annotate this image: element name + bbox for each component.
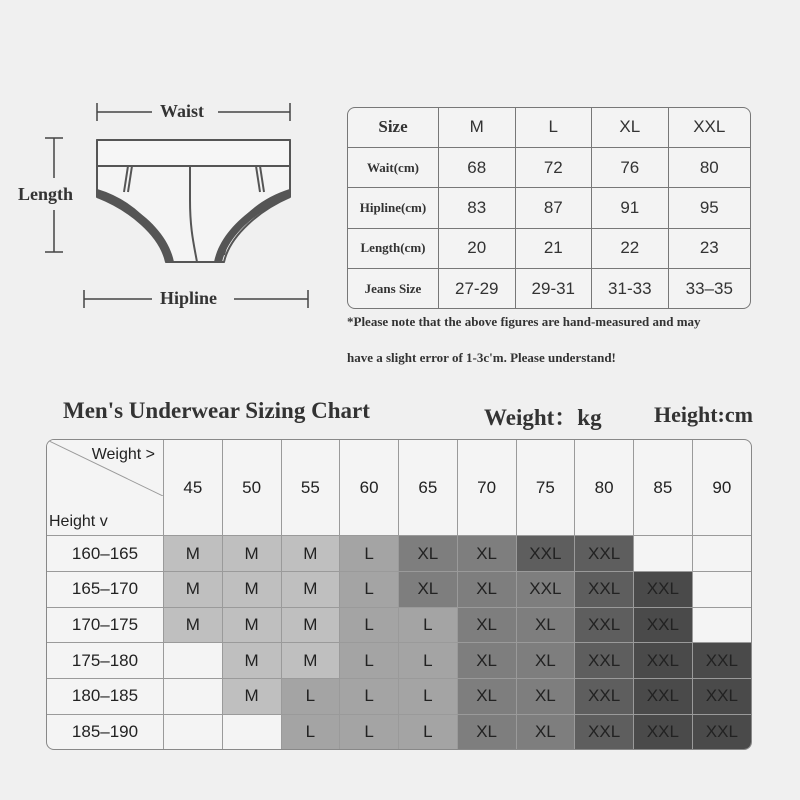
size-cell — [692, 536, 751, 572]
size-cell: L — [340, 678, 399, 714]
weight-header-cell: 80 — [575, 440, 634, 536]
size-cell: M — [222, 536, 281, 572]
hipline-label: Hipline — [160, 288, 218, 308]
size-cell — [164, 714, 223, 749]
size-cell: M — [281, 607, 340, 643]
table-cell: 80 — [668, 147, 750, 187]
table-cell: 29-31 — [515, 269, 592, 309]
size-cell: XXL — [575, 572, 634, 608]
table-row — [47, 572, 751, 608]
size-cell: L — [340, 714, 399, 749]
note-line-2: have a slight error of 1-3c'm. Please understand! — [347, 350, 616, 365]
row-label: Jeans Size — [348, 269, 439, 309]
size-header-cell: XXL — [668, 108, 750, 147]
table-row — [47, 643, 751, 679]
size-cell: XXL — [575, 714, 634, 749]
size-cell: XXL — [634, 678, 693, 714]
size-cell: M — [164, 536, 223, 572]
weight-header-cell: 70 — [457, 440, 516, 536]
size-cell: M — [164, 607, 223, 643]
table-row — [348, 228, 750, 268]
table-cell: 20 — [439, 228, 516, 268]
table-row — [348, 188, 750, 228]
table-cell: 83 — [439, 188, 516, 228]
table-cell: 87 — [515, 188, 592, 228]
size-cell: L — [340, 643, 399, 679]
size-cell — [692, 572, 751, 608]
size-cell: XL — [457, 714, 516, 749]
table-cell: 95 — [668, 188, 750, 228]
size-cell: XL — [457, 536, 516, 572]
table-row — [47, 678, 751, 714]
weight-header-cell: 65 — [399, 440, 458, 536]
size-cell: L — [399, 714, 458, 749]
size-cell: XXL — [575, 678, 634, 714]
table-row — [348, 269, 750, 309]
size-cell: L — [340, 536, 399, 572]
weight-header-cell: 50 — [222, 440, 281, 536]
weight-header-cell: 60 — [340, 440, 399, 536]
size-header-cell: XL — [592, 108, 669, 147]
size-cell: XL — [457, 678, 516, 714]
waist-label: Waist — [160, 101, 205, 121]
size-cell: XL — [516, 714, 575, 749]
size-cell: XXL — [575, 607, 634, 643]
size-header-row — [348, 108, 750, 147]
size-cell: L — [399, 678, 458, 714]
size-cell: XXL — [634, 607, 693, 643]
height-unit-label: Height:cm — [654, 402, 753, 427]
weight-header-cell: 90 — [692, 440, 751, 536]
sizing-grid — [46, 439, 752, 750]
size-cell — [634, 536, 693, 572]
size-cell: XXL — [692, 643, 751, 679]
brief-illustration — [0, 0, 340, 330]
weight-axis-label: Weight > — [91, 446, 155, 463]
size-cell — [222, 714, 281, 749]
note-line-1: *Please note that the above figures are hand-measured and may — [347, 314, 701, 329]
size-cell — [692, 607, 751, 643]
size-cell: XL — [457, 643, 516, 679]
size-cell: XL — [457, 607, 516, 643]
size-cell: M — [222, 607, 281, 643]
size-cell: XXL — [692, 678, 751, 714]
height-header-cell: 175–180 — [47, 643, 164, 679]
table-cell: 33–35 — [668, 269, 750, 309]
size-cell: XXL — [634, 572, 693, 608]
grid-corner — [47, 440, 164, 536]
size-header-cell: M — [439, 108, 516, 147]
size-cell: XXL — [575, 643, 634, 679]
size-cell: XXL — [516, 536, 575, 572]
row-label: Wait(cm) — [348, 147, 439, 187]
size-cell: L — [281, 678, 340, 714]
size-cell: XL — [399, 572, 458, 608]
table-cell: 72 — [515, 147, 592, 187]
size-cell: XL — [457, 572, 516, 608]
table-cell: 21 — [515, 228, 592, 268]
size-header-cell: Size — [348, 108, 439, 147]
size-cell: XL — [516, 643, 575, 679]
height-header-cell: 180–185 — [47, 678, 164, 714]
size-cell: L — [281, 714, 340, 749]
weight-header-cell: 85 — [634, 440, 693, 536]
table-row — [47, 607, 751, 643]
table-row — [47, 714, 751, 749]
size-cell: L — [340, 607, 399, 643]
size-cell: XL — [516, 607, 575, 643]
table-cell: 23 — [668, 228, 750, 268]
size-cell: XXL — [575, 536, 634, 572]
table-row — [47, 536, 751, 572]
size-cell: M — [281, 536, 340, 572]
size-cell: M — [281, 643, 340, 679]
size-cell: M — [281, 572, 340, 608]
size-cell: M — [222, 572, 281, 608]
weight-header-cell: 75 — [516, 440, 575, 536]
table-cell: 68 — [439, 147, 516, 187]
size-cell: XXL — [634, 643, 693, 679]
size-cell: L — [340, 572, 399, 608]
size-cell: XXL — [692, 714, 751, 749]
size-cell: L — [399, 643, 458, 679]
sizing-grid-table — [47, 440, 751, 749]
size-measurement-table — [347, 107, 751, 309]
size-cell: M — [222, 678, 281, 714]
weight-header-row — [47, 440, 751, 536]
size-cell: XL — [399, 536, 458, 572]
weight-header-cell: 45 — [164, 440, 223, 536]
size-cell — [164, 678, 223, 714]
weight-unit-label: Weight：kg — [484, 405, 602, 430]
table-cell: 91 — [592, 188, 669, 228]
height-header-cell: 170–175 — [47, 607, 164, 643]
chart-title: Men's Underwear Sizing Chart — [63, 398, 370, 423]
table-cell: 22 — [592, 228, 669, 268]
table-cell: 76 — [592, 147, 669, 187]
size-cell — [164, 643, 223, 679]
table-row — [348, 147, 750, 187]
size-cell: M — [222, 643, 281, 679]
length-label: Length — [18, 184, 74, 204]
weight-header-cell: 55 — [281, 440, 340, 536]
size-cell: M — [164, 572, 223, 608]
size-cell: XXL — [516, 572, 575, 608]
table-cell: 27-29 — [439, 269, 516, 309]
height-header-cell: 160–165 — [47, 536, 164, 572]
brief-diagram — [0, 0, 340, 330]
size-cell: XL — [516, 678, 575, 714]
size-cell: XXL — [634, 714, 693, 749]
size-header-cell: L — [515, 108, 592, 147]
height-header-cell: 165–170 — [47, 572, 164, 608]
row-label: Length(cm) — [348, 228, 439, 268]
table-cell: 31-33 — [592, 269, 669, 309]
height-header-cell: 185–190 — [47, 714, 164, 749]
row-label: Hipline(cm) — [348, 188, 439, 228]
size-cell: L — [399, 607, 458, 643]
height-axis-label: Height v — [49, 513, 108, 531]
